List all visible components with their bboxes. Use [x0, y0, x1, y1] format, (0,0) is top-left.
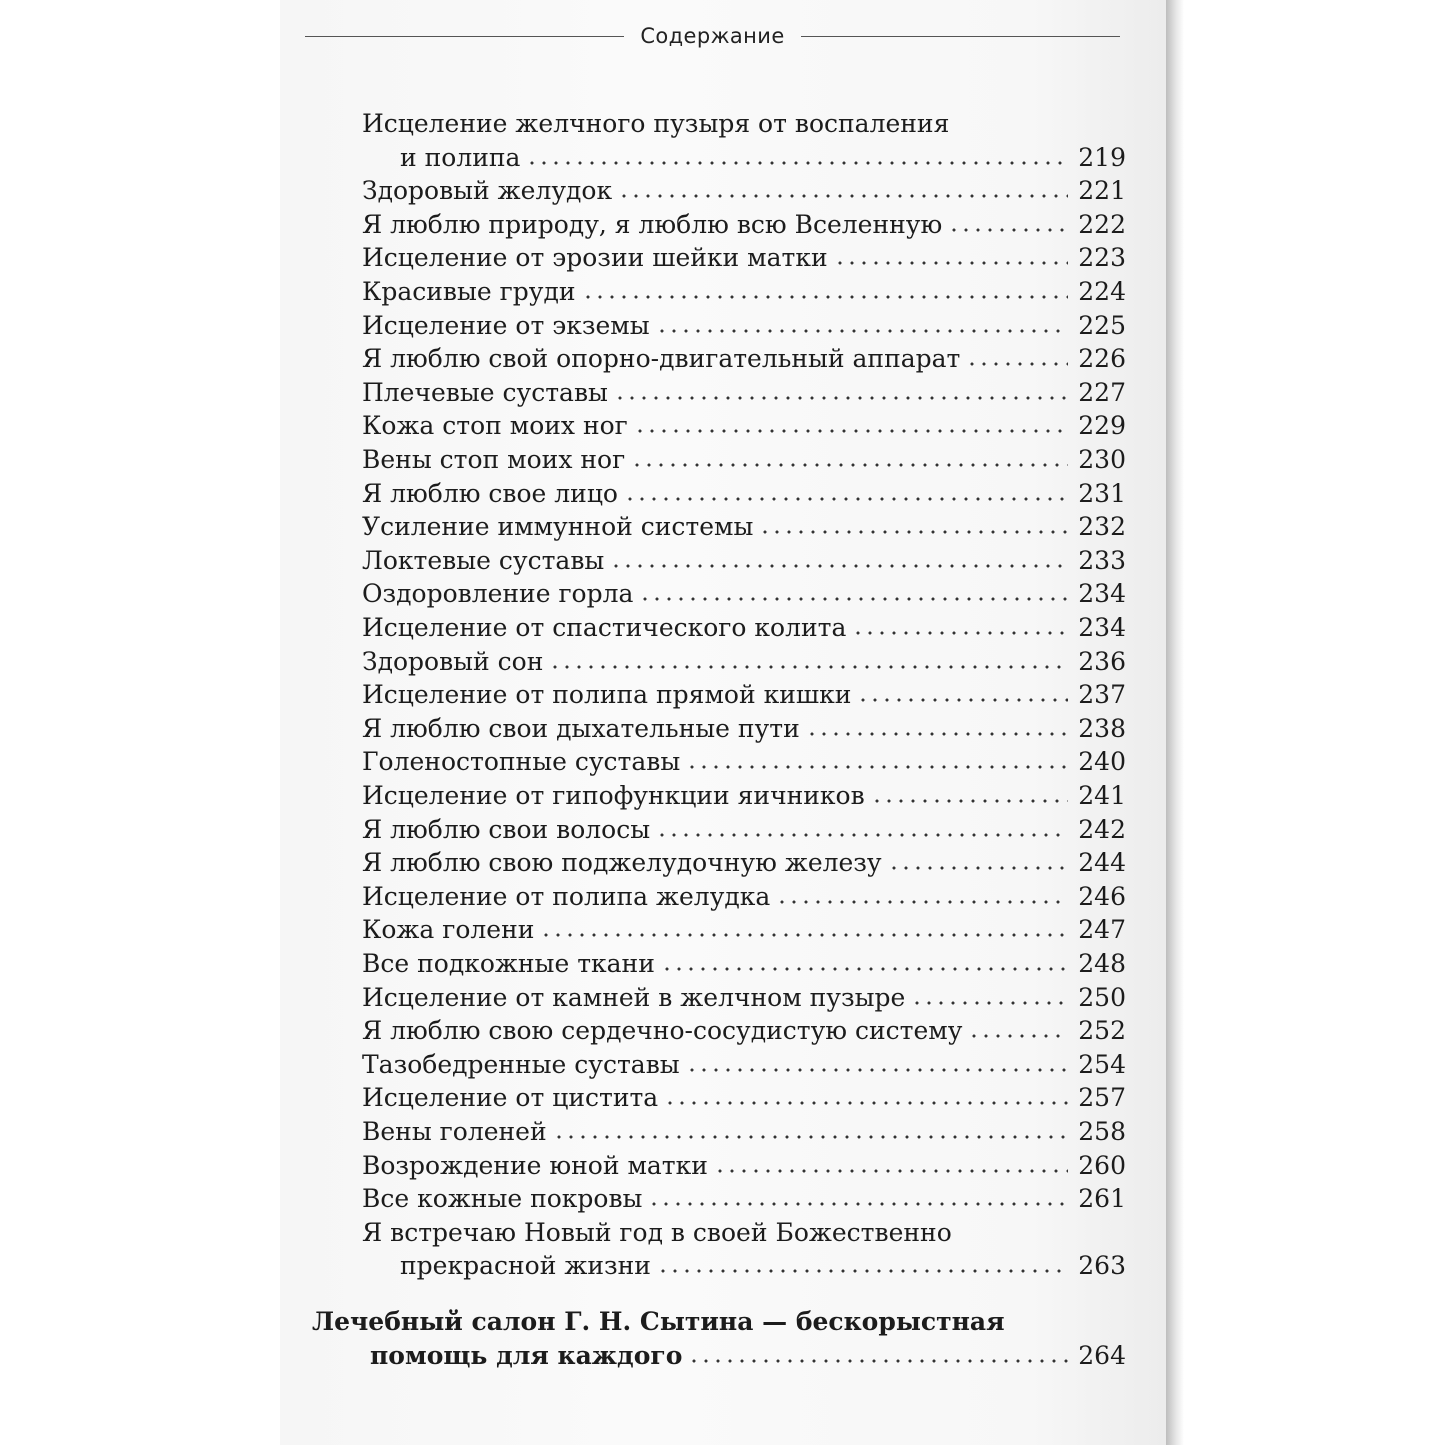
toc-entry	[362, 982, 1126, 1014]
toc-page-number: 254	[1078, 1049, 1126, 1079]
dot-leader	[759, 529, 1068, 535]
toc-entry-label: Все кожные покровы	[362, 1184, 643, 1214]
toc-page-number: 244	[1078, 848, 1126, 878]
toc-entry-label: Вены стоп моих ног	[362, 445, 626, 474]
dot-leader	[631, 462, 1068, 468]
toc-entry	[362, 276, 1126, 308]
dot-leader	[618, 193, 1068, 199]
dot-leader	[553, 1134, 1069, 1140]
dot-leader	[526, 160, 1068, 166]
toc-entry	[362, 511, 1126, 543]
header-title: Содержание	[640, 24, 785, 48]
toc-entry	[362, 1250, 1126, 1282]
toc-entry	[362, 310, 1126, 342]
toc-entry-label: Исцеление от полипа желудка	[362, 881, 771, 911]
toc-entry-label: Исцеление от эрозии шейки матки	[362, 243, 828, 273]
toc-entry	[362, 679, 1126, 711]
toc-entry	[362, 847, 1126, 879]
toc-entry-label: Исцеление от экземы	[362, 310, 650, 340]
toc-entry-label: Плечевые суставы	[362, 377, 608, 407]
toc-page-number: 221	[1078, 176, 1126, 206]
dot-leader	[911, 1000, 1068, 1006]
toc-entry-label: Здоровый желудок	[362, 176, 613, 206]
toc-entry	[362, 410, 1126, 442]
dot-leader	[610, 563, 1068, 569]
toc-entry-label: Я люблю свою сердечно-сосудистую систему	[362, 1016, 963, 1046]
toc-entry	[362, 377, 1126, 409]
toc-entry-label: Я люблю свою поджелудочную железу	[362, 848, 882, 878]
toc-entry-title-line: Исцеление желчного пузыря от воспаления	[362, 109, 950, 138]
toc-entry-label: Красивые груди	[362, 277, 576, 306]
toc-entry	[362, 746, 1126, 778]
dot-leader	[968, 1033, 1068, 1039]
toc-entry	[362, 780, 1126, 812]
dot-leader	[686, 1067, 1069, 1073]
toc-entry-label: Все подкожные ткани	[362, 949, 655, 978]
toc-entry	[362, 242, 1126, 274]
toc-entry	[362, 343, 1126, 375]
toc-page-number: 241	[1078, 781, 1126, 810]
toc-page-number: 233	[1078, 545, 1126, 575]
toc-entry-label: Исцеление от гипофункции яичников	[362, 781, 865, 810]
dot-leader	[852, 630, 1068, 636]
toc-entry-label: прекрасной жизни	[400, 1251, 651, 1281]
toc-entry-label: Исцеление от полипа прямой кишки	[362, 680, 852, 710]
toc-page-number: 224	[1078, 277, 1126, 306]
toc-page-number: 246	[1078, 881, 1126, 911]
toc-entry	[362, 713, 1126, 745]
dot-leader	[834, 260, 1069, 266]
toc-page-number: 225	[1078, 310, 1126, 340]
toc-entry-label: Тазобедренные суставы	[362, 1049, 680, 1079]
toc-entry	[362, 814, 1126, 846]
toc-entry-label: Я люблю свои дыхательные пути	[362, 713, 800, 743]
dot-leader	[714, 1168, 1068, 1174]
toc-entry	[362, 1015, 1126, 1047]
toc-page-number: 232	[1078, 512, 1126, 542]
dot-leader	[806, 731, 1069, 737]
toc-entry-label: и полипа	[400, 142, 521, 172]
dot-leader	[656, 832, 1068, 838]
toc-entry-label: Оздоровление горла	[362, 579, 634, 609]
toc-entry-label: Я люблю свой опорно-двигательный аппарат	[362, 344, 961, 374]
toc-page-number: 238	[1078, 713, 1126, 743]
toc-entry	[362, 142, 1126, 174]
toc-page-number: 240	[1078, 747, 1126, 777]
dot-leader	[686, 764, 1068, 770]
toc-entry-label: Кожа голени	[362, 915, 535, 945]
toc-page-number: 222	[1078, 209, 1126, 239]
toc-page-number: 260	[1078, 1150, 1126, 1180]
toc-page-number: 237	[1078, 680, 1126, 710]
toc-page-number: 234	[1078, 613, 1126, 642]
dot-leader	[634, 428, 1069, 434]
toc-entry	[362, 948, 1126, 980]
toc-page-number: 236	[1078, 646, 1126, 676]
toc-page-number: 248	[1078, 949, 1126, 978]
dot-leader	[624, 496, 1068, 502]
dot-leader	[549, 664, 1068, 670]
toc-entry-label: Голеностопные суставы	[362, 747, 681, 777]
dot-leader	[639, 596, 1068, 602]
toc-entry	[362, 1049, 1126, 1081]
toc-page-number: 250	[1078, 982, 1126, 1012]
toc-page-number: 261	[1078, 1184, 1126, 1214]
toc-entry	[362, 1150, 1126, 1182]
toc-page-number: 226	[1078, 344, 1126, 374]
toc-entry-label: Усиление иммунной системы	[362, 512, 754, 542]
toc-entry-label: Я люблю природу, я люблю всю Вселенную	[362, 209, 943, 239]
toc-entry	[362, 881, 1126, 913]
toc-entry-label: Вены голеней	[362, 1117, 547, 1146]
toc-page-number: 230	[1078, 445, 1126, 474]
toc-entry	[362, 1183, 1126, 1215]
dot-leader	[857, 697, 1068, 703]
dot-leader	[648, 1201, 1068, 1207]
toc-entry	[362, 1116, 1126, 1148]
dot-leader	[661, 966, 1068, 972]
toc-page-number: 252	[1078, 1016, 1126, 1046]
dot-leader	[948, 227, 1068, 233]
toc-entry	[362, 578, 1126, 610]
toc-page-number: 219	[1078, 142, 1126, 172]
toc-page-number: 229	[1078, 411, 1126, 441]
toc-entry-label: Здоровый сон	[362, 646, 544, 676]
toc-page-number: 258	[1078, 1117, 1126, 1146]
toc-entry-label: помощь для каждого	[370, 1340, 683, 1370]
dot-leader	[966, 361, 1068, 367]
toc-entry-title-line: Лечебный салон Г. Н. Сытина — бескорыстная	[312, 1307, 1005, 1336]
toc-page-number: 234	[1078, 579, 1126, 609]
toc-entry	[362, 175, 1126, 207]
toc-entry	[362, 1082, 1126, 1114]
toc-page-number: 223	[1078, 243, 1126, 273]
toc-entry-label: Возрождение юной матки	[362, 1150, 708, 1180]
toc-entry-label: Я люблю свое лицо	[362, 478, 618, 508]
toc-entry	[362, 646, 1126, 678]
toc-entry	[362, 478, 1126, 510]
dot-leader	[776, 899, 1068, 905]
dot-leader	[664, 1100, 1068, 1106]
toc-entry	[362, 545, 1126, 577]
toc-page-number: 227	[1078, 377, 1126, 407]
toc-entry-label: Исцеление от спастического колита	[362, 613, 847, 642]
toc-page-number: 247	[1078, 915, 1126, 945]
toc-entry-title-line: Я встречаю Новый год в своей Божественно	[362, 1217, 952, 1247]
dot-leader	[540, 932, 1068, 938]
toc-entry	[362, 444, 1126, 476]
toc-entry-label: Исцеление от цистита	[362, 1083, 659, 1113]
toc-page-number: 257	[1078, 1083, 1126, 1113]
toc-entry-label: Кожа стоп моих ног	[362, 411, 628, 441]
dot-leader	[582, 294, 1069, 300]
toc-entry-label: Я люблю свои волосы	[362, 814, 651, 844]
dot-leader	[888, 865, 1069, 871]
toc-entry	[362, 914, 1126, 946]
toc-entry	[362, 612, 1126, 644]
dot-leader	[656, 328, 1069, 334]
dot-leader	[871, 798, 1069, 804]
dot-leader	[688, 1358, 1068, 1364]
toc-page-number: 263	[1078, 1251, 1126, 1281]
toc-entry	[312, 1340, 1126, 1372]
dot-leader	[657, 1268, 1068, 1274]
toc-entry-label: Локтевые суставы	[362, 545, 605, 575]
toc-page-number: 231	[1078, 478, 1126, 508]
toc-entry	[362, 209, 1126, 241]
dot-leader	[614, 395, 1068, 401]
toc-page-number: 242	[1078, 814, 1126, 844]
toc-page-number: 264	[1078, 1340, 1126, 1370]
toc-entry-label: Исцеление от камней в желчном пузыре	[362, 982, 906, 1012]
